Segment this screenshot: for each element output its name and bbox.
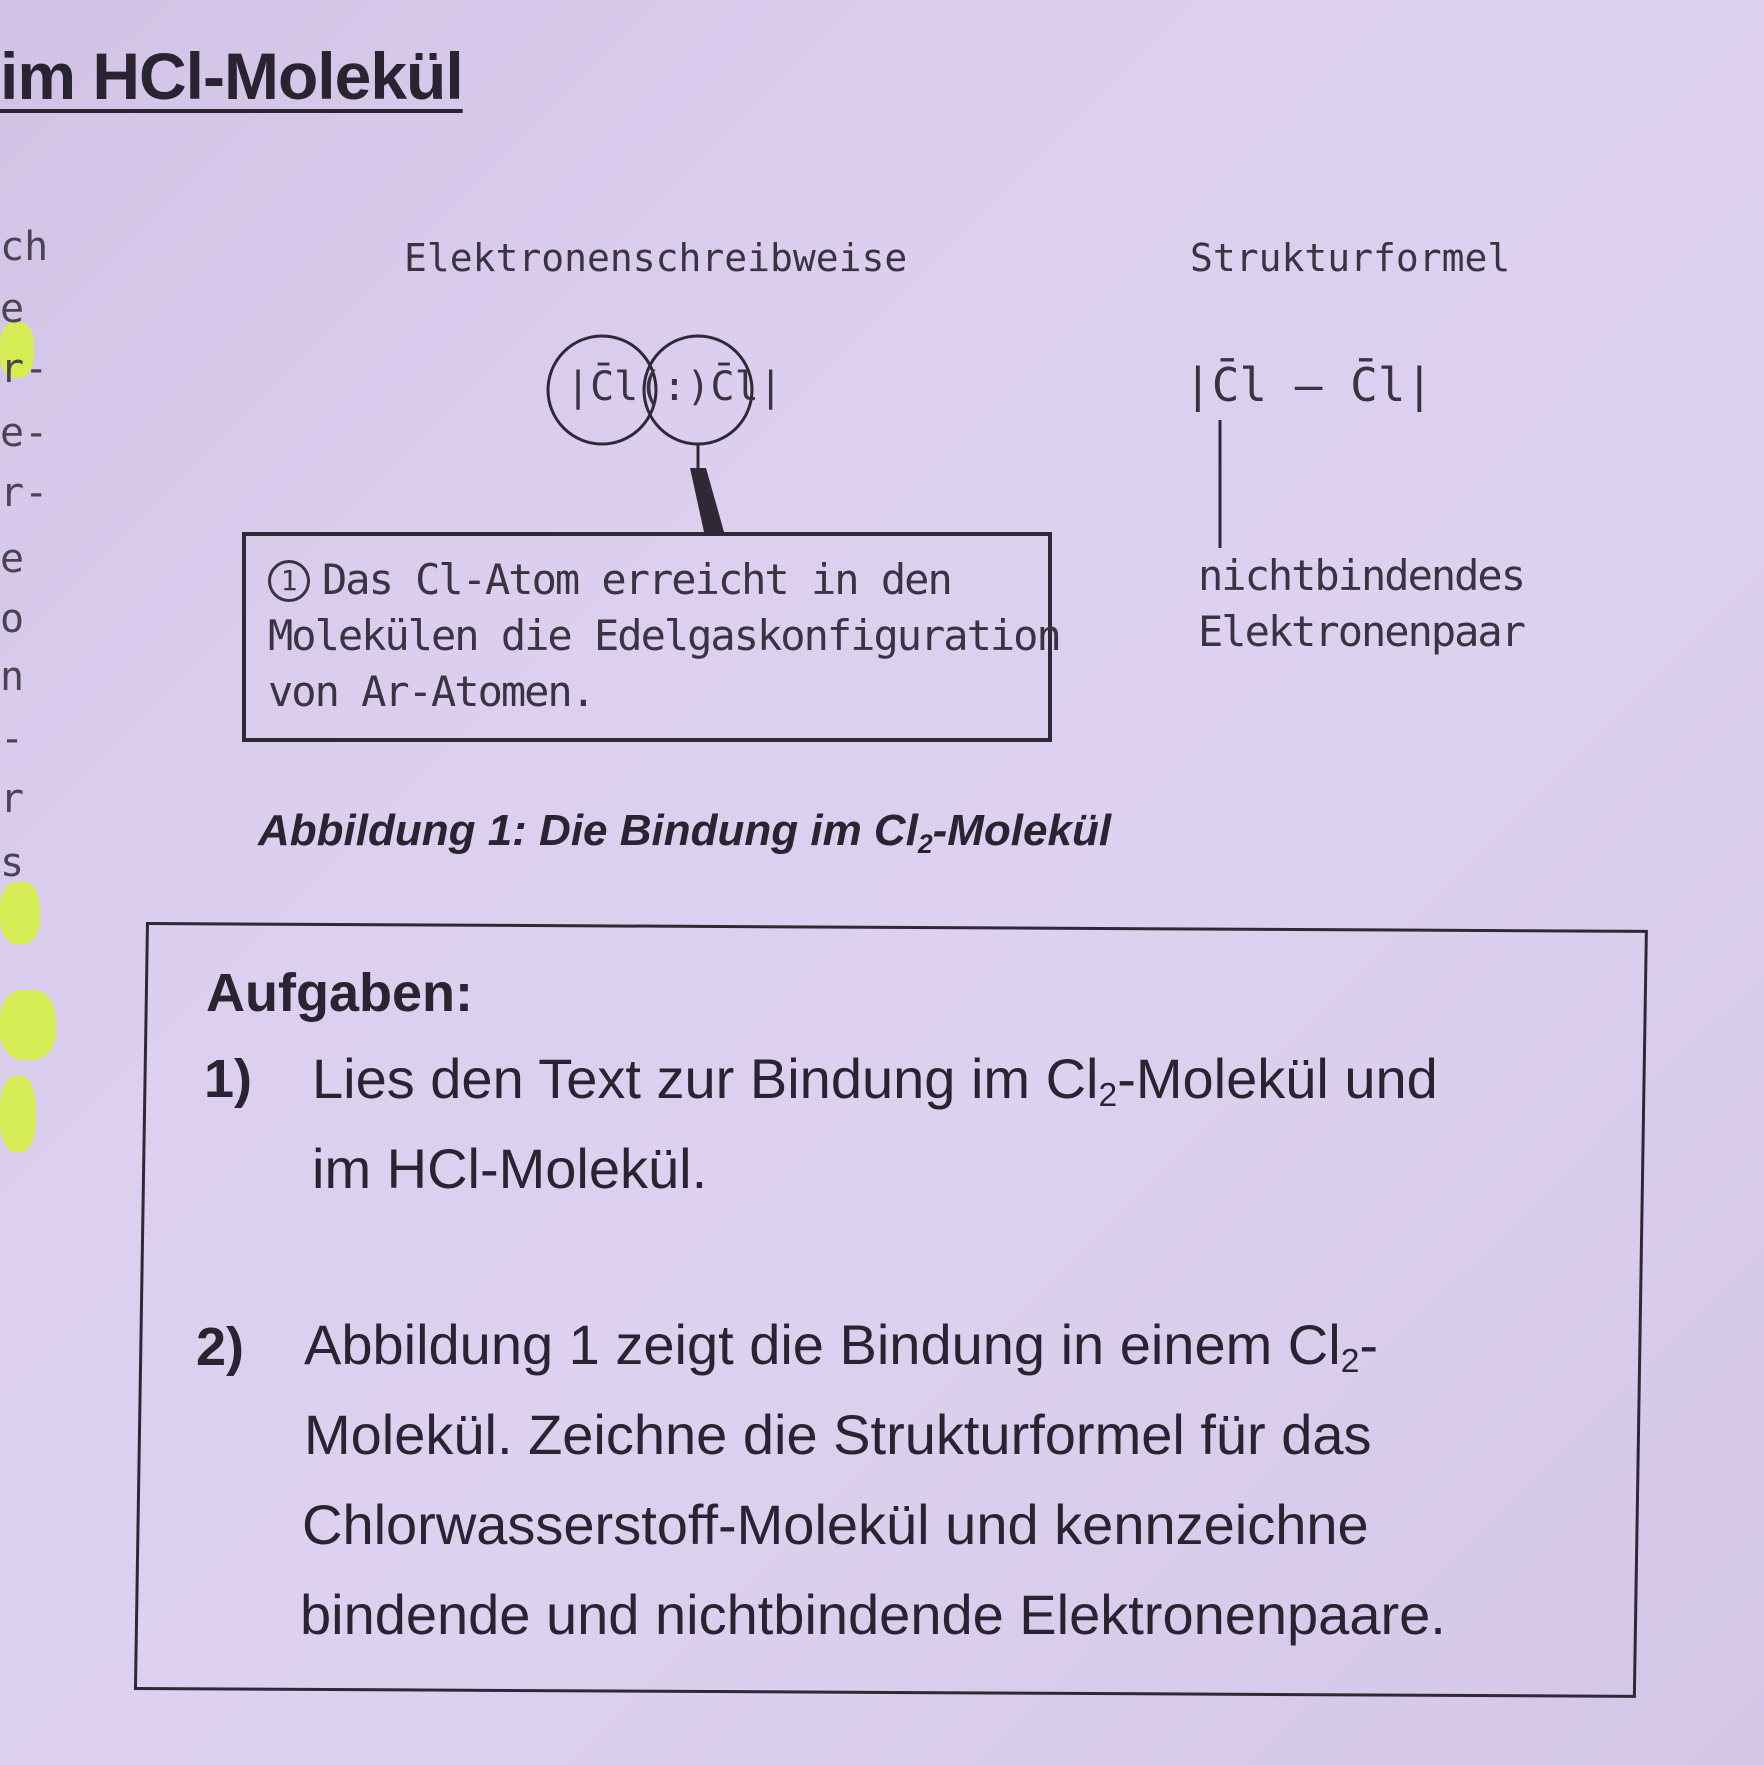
- page-title: im HCl-Molekül: [0, 39, 463, 113]
- task-text: Abbildung 1 zeigt die Bindung in einem Cl: [304, 1313, 1341, 1376]
- task-subscript: 2: [1340, 1343, 1360, 1380]
- task-text: -Molekül und: [1117, 1047, 1438, 1110]
- callout-line: Das Cl-Atom erreicht in den: [322, 555, 951, 604]
- margin-fragment: e: [0, 536, 25, 582]
- margin-fragment: r: [0, 776, 25, 822]
- task-line: im HCl-Molekül.: [312, 1137, 708, 1200]
- callout-text: [268, 552, 1060, 720]
- task-number: 2): [196, 1317, 245, 1377]
- nonbonding-line: Elektronenpaar: [1198, 607, 1525, 656]
- caption-text: Abbildung 1: Die Bindung im Cl: [258, 806, 918, 855]
- margin-fragment: e: [0, 286, 25, 332]
- structural-formula-heading: Strukturformel: [1190, 236, 1511, 280]
- caption-text: -Molekül: [932, 806, 1112, 855]
- highlighter-mark: [0, 1076, 36, 1152]
- task-line: Molekül. Zeichne die Strukturformel für das: [304, 1403, 1372, 1466]
- electron-notation-heading: Elektronenschreibweise: [404, 236, 908, 280]
- margin-fragment: r-: [0, 346, 49, 392]
- callout-line: Molekülen die Edelgaskonfiguration: [268, 611, 1060, 660]
- task-subscript: 2: [1098, 1077, 1118, 1114]
- margin-fragment: -: [0, 716, 25, 762]
- task-text: -: [1359, 1313, 1379, 1376]
- task-number: 1): [204, 1049, 253, 1109]
- task-line: [312, 1046, 1438, 1115]
- pointer-line: [1214, 420, 1226, 548]
- highlighter-mark: [0, 990, 56, 1060]
- nonbonding-pair-label: [1198, 548, 1524, 660]
- margin-fragment: e-: [0, 410, 49, 456]
- task-line: bindende und nichtbindende Elektronenpaare.: [300, 1583, 1446, 1646]
- caption-subscript: 2: [917, 829, 933, 859]
- margin-fragment: s: [0, 840, 25, 886]
- highlighter-mark: [0, 882, 40, 944]
- lewis-formula: |C̄l(:)C̄l|: [566, 364, 783, 410]
- nonbonding-line: nichtbindendes: [1198, 551, 1525, 600]
- margin-fragment: ch: [0, 224, 49, 270]
- callout-number: 1: [268, 560, 310, 602]
- callout-line: von Ar-Atomen.: [268, 667, 595, 716]
- margin-fragment: n: [0, 654, 25, 700]
- tasks-heading: Aufgaben:: [206, 963, 473, 1023]
- lewis-diagram: [530, 318, 770, 538]
- task-line: Chlorwasserstoff-Molekül und kennzeichne: [302, 1493, 1369, 1556]
- task-text: Lies den Text zur Bindung im Cl: [312, 1047, 1099, 1110]
- margin-fragment: o: [0, 596, 25, 642]
- structural-formula: |C̄l – C̄l|: [1184, 358, 1434, 412]
- task-line: [304, 1312, 1378, 1381]
- figure-caption: [258, 806, 1111, 860]
- margin-fragment: r-: [0, 470, 49, 516]
